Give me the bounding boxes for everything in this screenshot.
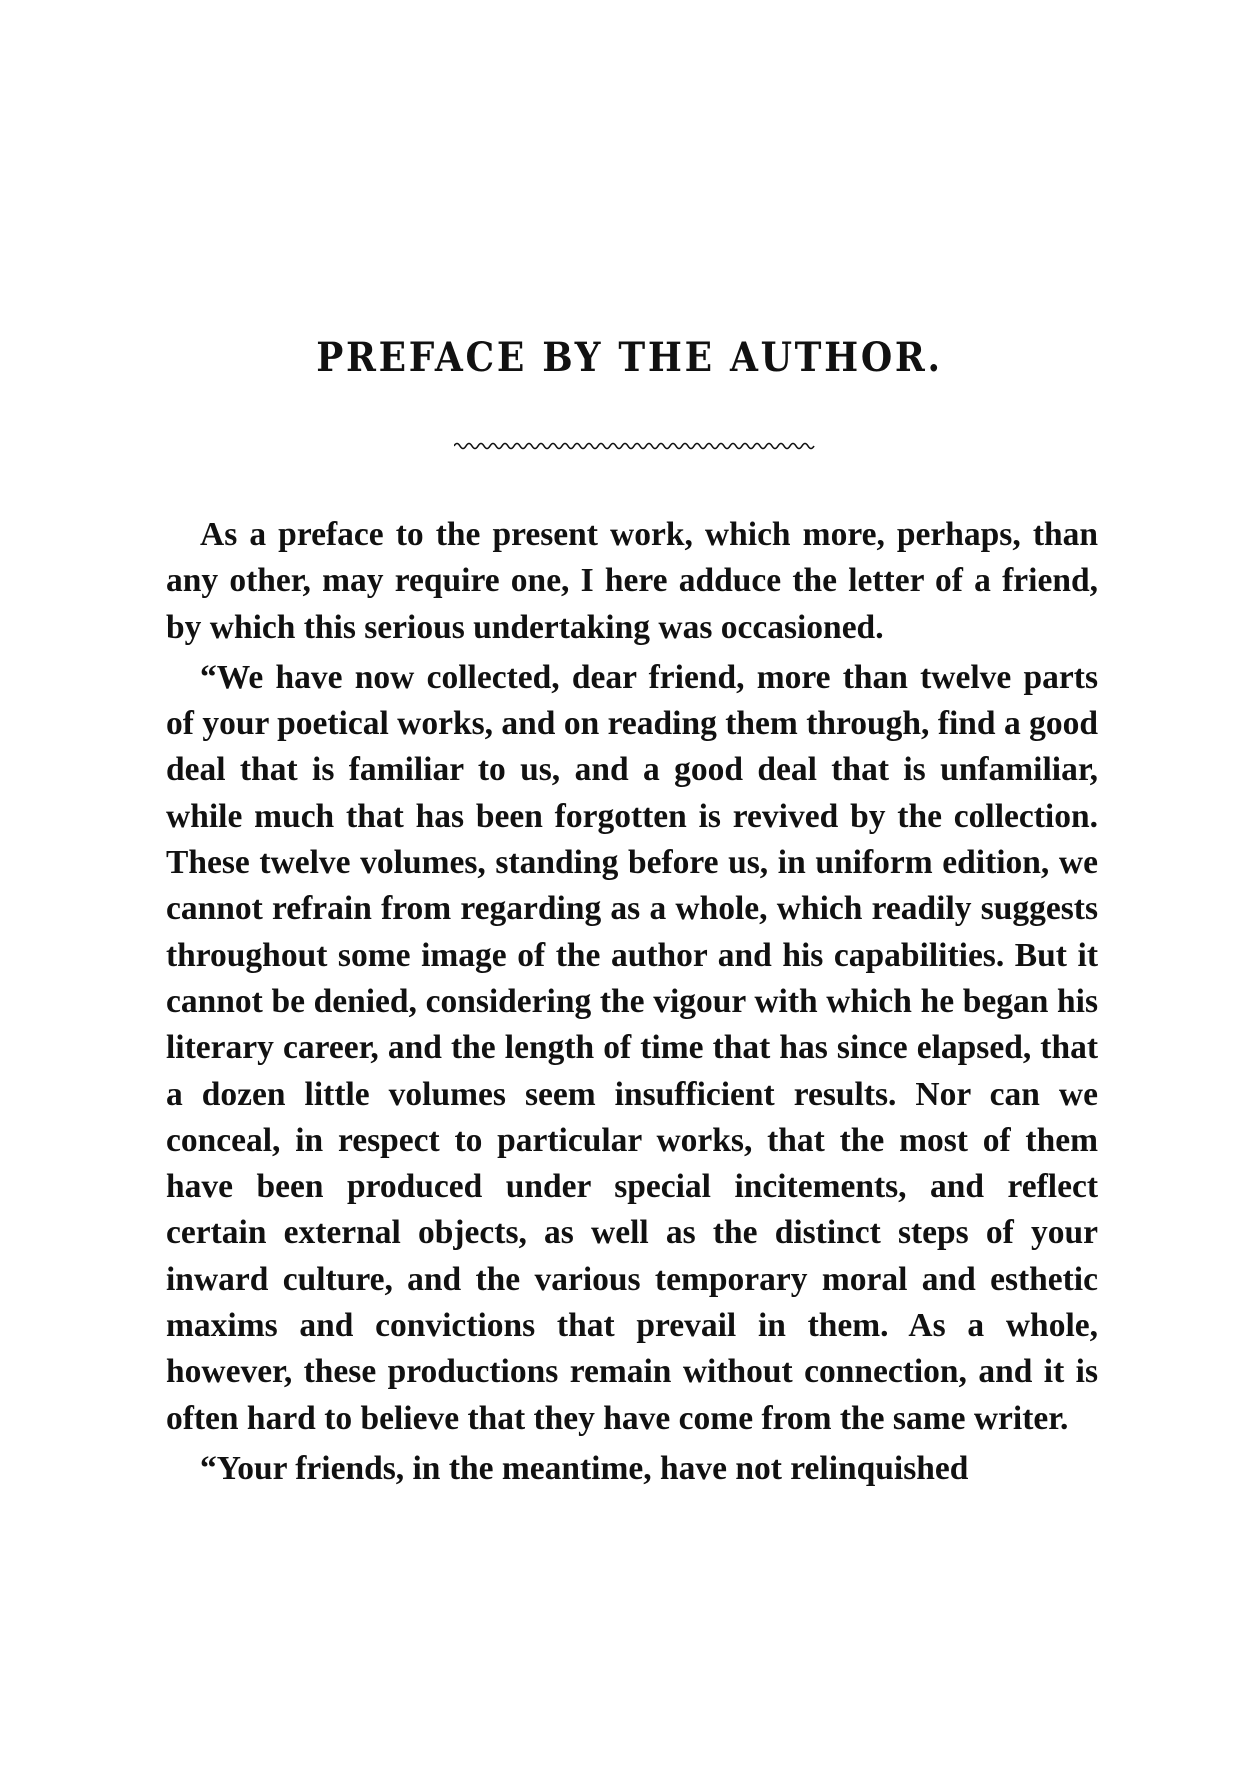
page-title: PREFACE BY THE AUTHOR. [316,334,943,381]
preface-body [166,512,1098,1496]
wavy-rule-line [454,444,814,449]
paragraph-3: “Your friends, in the meantime, have not relinquished [200,1449,969,1487]
paragraph-1: As a preface to the present work, which more, perhaps, than any other, may require one, I here adduce the letter of a friend, by which this serious undertaking was occasioned. [166,516,1098,646]
wavy-rule-ornament [454,440,816,452]
paragraph-2: “We have now collected, dear friend, more than twelve parts of your poetical works, and on reading them through, find a good deal that is familiar to us, and a good deal that is unfamiliar, while much that has been forgotten is revived by the collection. These twelve volumes, standing before us, in uniform edition, we cannot refrain from regarding as a whole, which readily suggests throughout some image of the author and his capabilities. But it cannot be denied, considering the vigour with which he began his literary career, and the length of time that has since elapsed, that a dozen little volumes seem insufficient results. Nor can we conceal, in respect to particular works, that the most of them have been produced under special incitements, and reflect certain external objects, as well as the distinct steps of your inward culture, and the various temporary moral and esthetic maxims and convictions that prevail in them. As a whole, however, these productions remain without connection, and it is often hard to believe that they have come from the same writer. [166,658,1098,1437]
